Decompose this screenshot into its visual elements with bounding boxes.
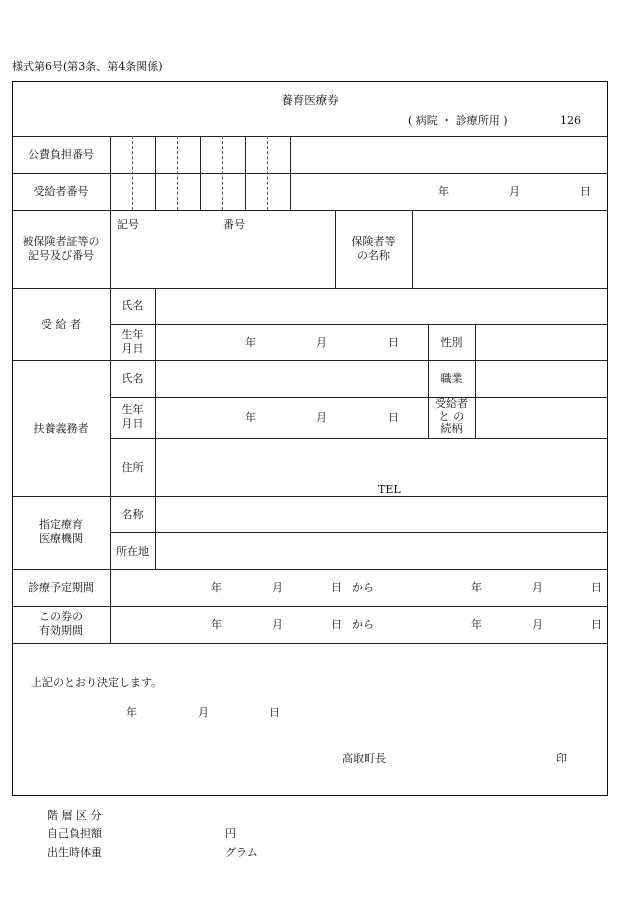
digit-box-divider <box>155 136 156 210</box>
vp-day: 日 <box>331 618 342 631</box>
insurer-name-label: 保険者等 の名称 <box>351 235 396 263</box>
row-divider <box>12 606 608 607</box>
tp-day: 日 <box>331 581 342 594</box>
vp-month: 月 <box>272 618 283 631</box>
birth-month-label: 月 <box>316 336 327 349</box>
validity-period-label: この券の 有効期間 <box>39 610 83 638</box>
public-burden-number-label: 公費負担番号 <box>28 148 94 161</box>
seal-mark: 印 <box>556 752 567 765</box>
tel-label: TEL <box>378 483 401 496</box>
column-divider <box>155 288 156 569</box>
guardian-birth-label: 生年 月日 <box>121 403 144 431</box>
yen-unit: 円 <box>225 827 236 840</box>
birth-weight-label: 出生時体重 <box>47 846 102 859</box>
decision-year: 年 <box>126 706 137 719</box>
tp-month2: 月 <box>532 581 543 594</box>
column-divider <box>475 360 476 438</box>
guardian-birth-year-label: 年 <box>245 411 256 424</box>
insured-cert-label: 被保険者証等の 記号及び番号 <box>22 235 100 263</box>
row-divider <box>12 173 608 174</box>
digit-box-divider <box>132 136 133 210</box>
symbol-label: 記号 <box>117 218 139 231</box>
digit-box-divider <box>222 136 223 210</box>
birth-day-label: 日 <box>388 336 399 349</box>
row-divider <box>12 496 608 497</box>
digit-box-divider <box>267 136 268 210</box>
recipient-label: 受 給 者 <box>41 318 81 331</box>
decision-text: 上記のとおり決定します。 <box>31 676 163 689</box>
digit-box-divider <box>245 136 246 210</box>
row-divider <box>110 438 608 439</box>
tp-month: 月 <box>272 581 283 594</box>
recipient-name-label: 氏名 <box>121 299 144 312</box>
date-month-label: 月 <box>509 185 520 198</box>
column-divider <box>110 136 111 643</box>
guardian-label: 扶養義務者 <box>33 422 89 435</box>
digit-box-divider <box>200 136 201 210</box>
row-divider <box>12 288 608 289</box>
recipient-number-label: 受給者番号 <box>33 185 89 198</box>
occupation-label: 職業 <box>440 372 463 385</box>
column-divider <box>475 324 476 360</box>
vp-year: 年 <box>211 618 222 631</box>
form-subtitle: ( 病院 ・ 診療所用 ) <box>408 114 508 127</box>
tp-from: から <box>352 581 374 594</box>
institution-location-label: 所在地 <box>116 545 149 558</box>
guardian-birth-month-label: 月 <box>316 411 327 424</box>
date-day-label: 日 <box>580 185 591 198</box>
row-divider <box>12 643 608 644</box>
form-number: 様式第6号(第3条、第4条関係) <box>12 60 163 73</box>
date-year-label: 年 <box>438 185 449 198</box>
number-label: 番号 <box>223 218 245 231</box>
gram-unit: グラム <box>225 846 258 859</box>
row-divider <box>12 360 608 361</box>
tier-label: 階 層 区 分 <box>47 809 102 822</box>
relation-label: 受給者 と の 続柄 <box>435 397 468 436</box>
vp-year2: 年 <box>471 618 482 631</box>
designated-institution-label: 指定療育 医療機関 <box>39 518 83 546</box>
gender-label: 性別 <box>440 336 463 349</box>
row-divider <box>12 210 608 211</box>
guardian-birth-day-label: 日 <box>388 411 399 424</box>
institution-name-label: 名称 <box>121 508 144 521</box>
self-pay-label: 自己負担額 <box>47 827 102 840</box>
birth-year-label: 年 <box>245 336 256 349</box>
row-divider <box>12 136 608 137</box>
tp-year2: 年 <box>471 581 482 594</box>
row-divider <box>12 569 608 570</box>
vp-day2: 日 <box>591 618 602 631</box>
vp-month2: 月 <box>532 618 543 631</box>
guardian-name-label: 氏名 <box>121 372 144 385</box>
row-divider <box>110 324 608 325</box>
form-title: 養育医療券 <box>281 93 339 107</box>
digit-box-divider <box>177 136 178 210</box>
vp-from: から <box>352 618 374 631</box>
address-label: 住所 <box>121 461 144 474</box>
tp-year: 年 <box>211 581 222 594</box>
recipient-birth-label: 生年 月日 <box>121 328 144 356</box>
tp-day2: 日 <box>591 581 602 594</box>
column-divider <box>290 136 291 210</box>
treatment-period-label: 診療予定期間 <box>28 581 94 594</box>
form-code: 126 <box>560 114 581 127</box>
issuer-name: 高取町長 <box>342 752 386 765</box>
decision-day: 日 <box>269 706 280 719</box>
column-divider <box>412 210 413 288</box>
row-divider <box>110 397 608 398</box>
row-divider <box>110 532 608 533</box>
decision-month: 月 <box>198 706 209 719</box>
